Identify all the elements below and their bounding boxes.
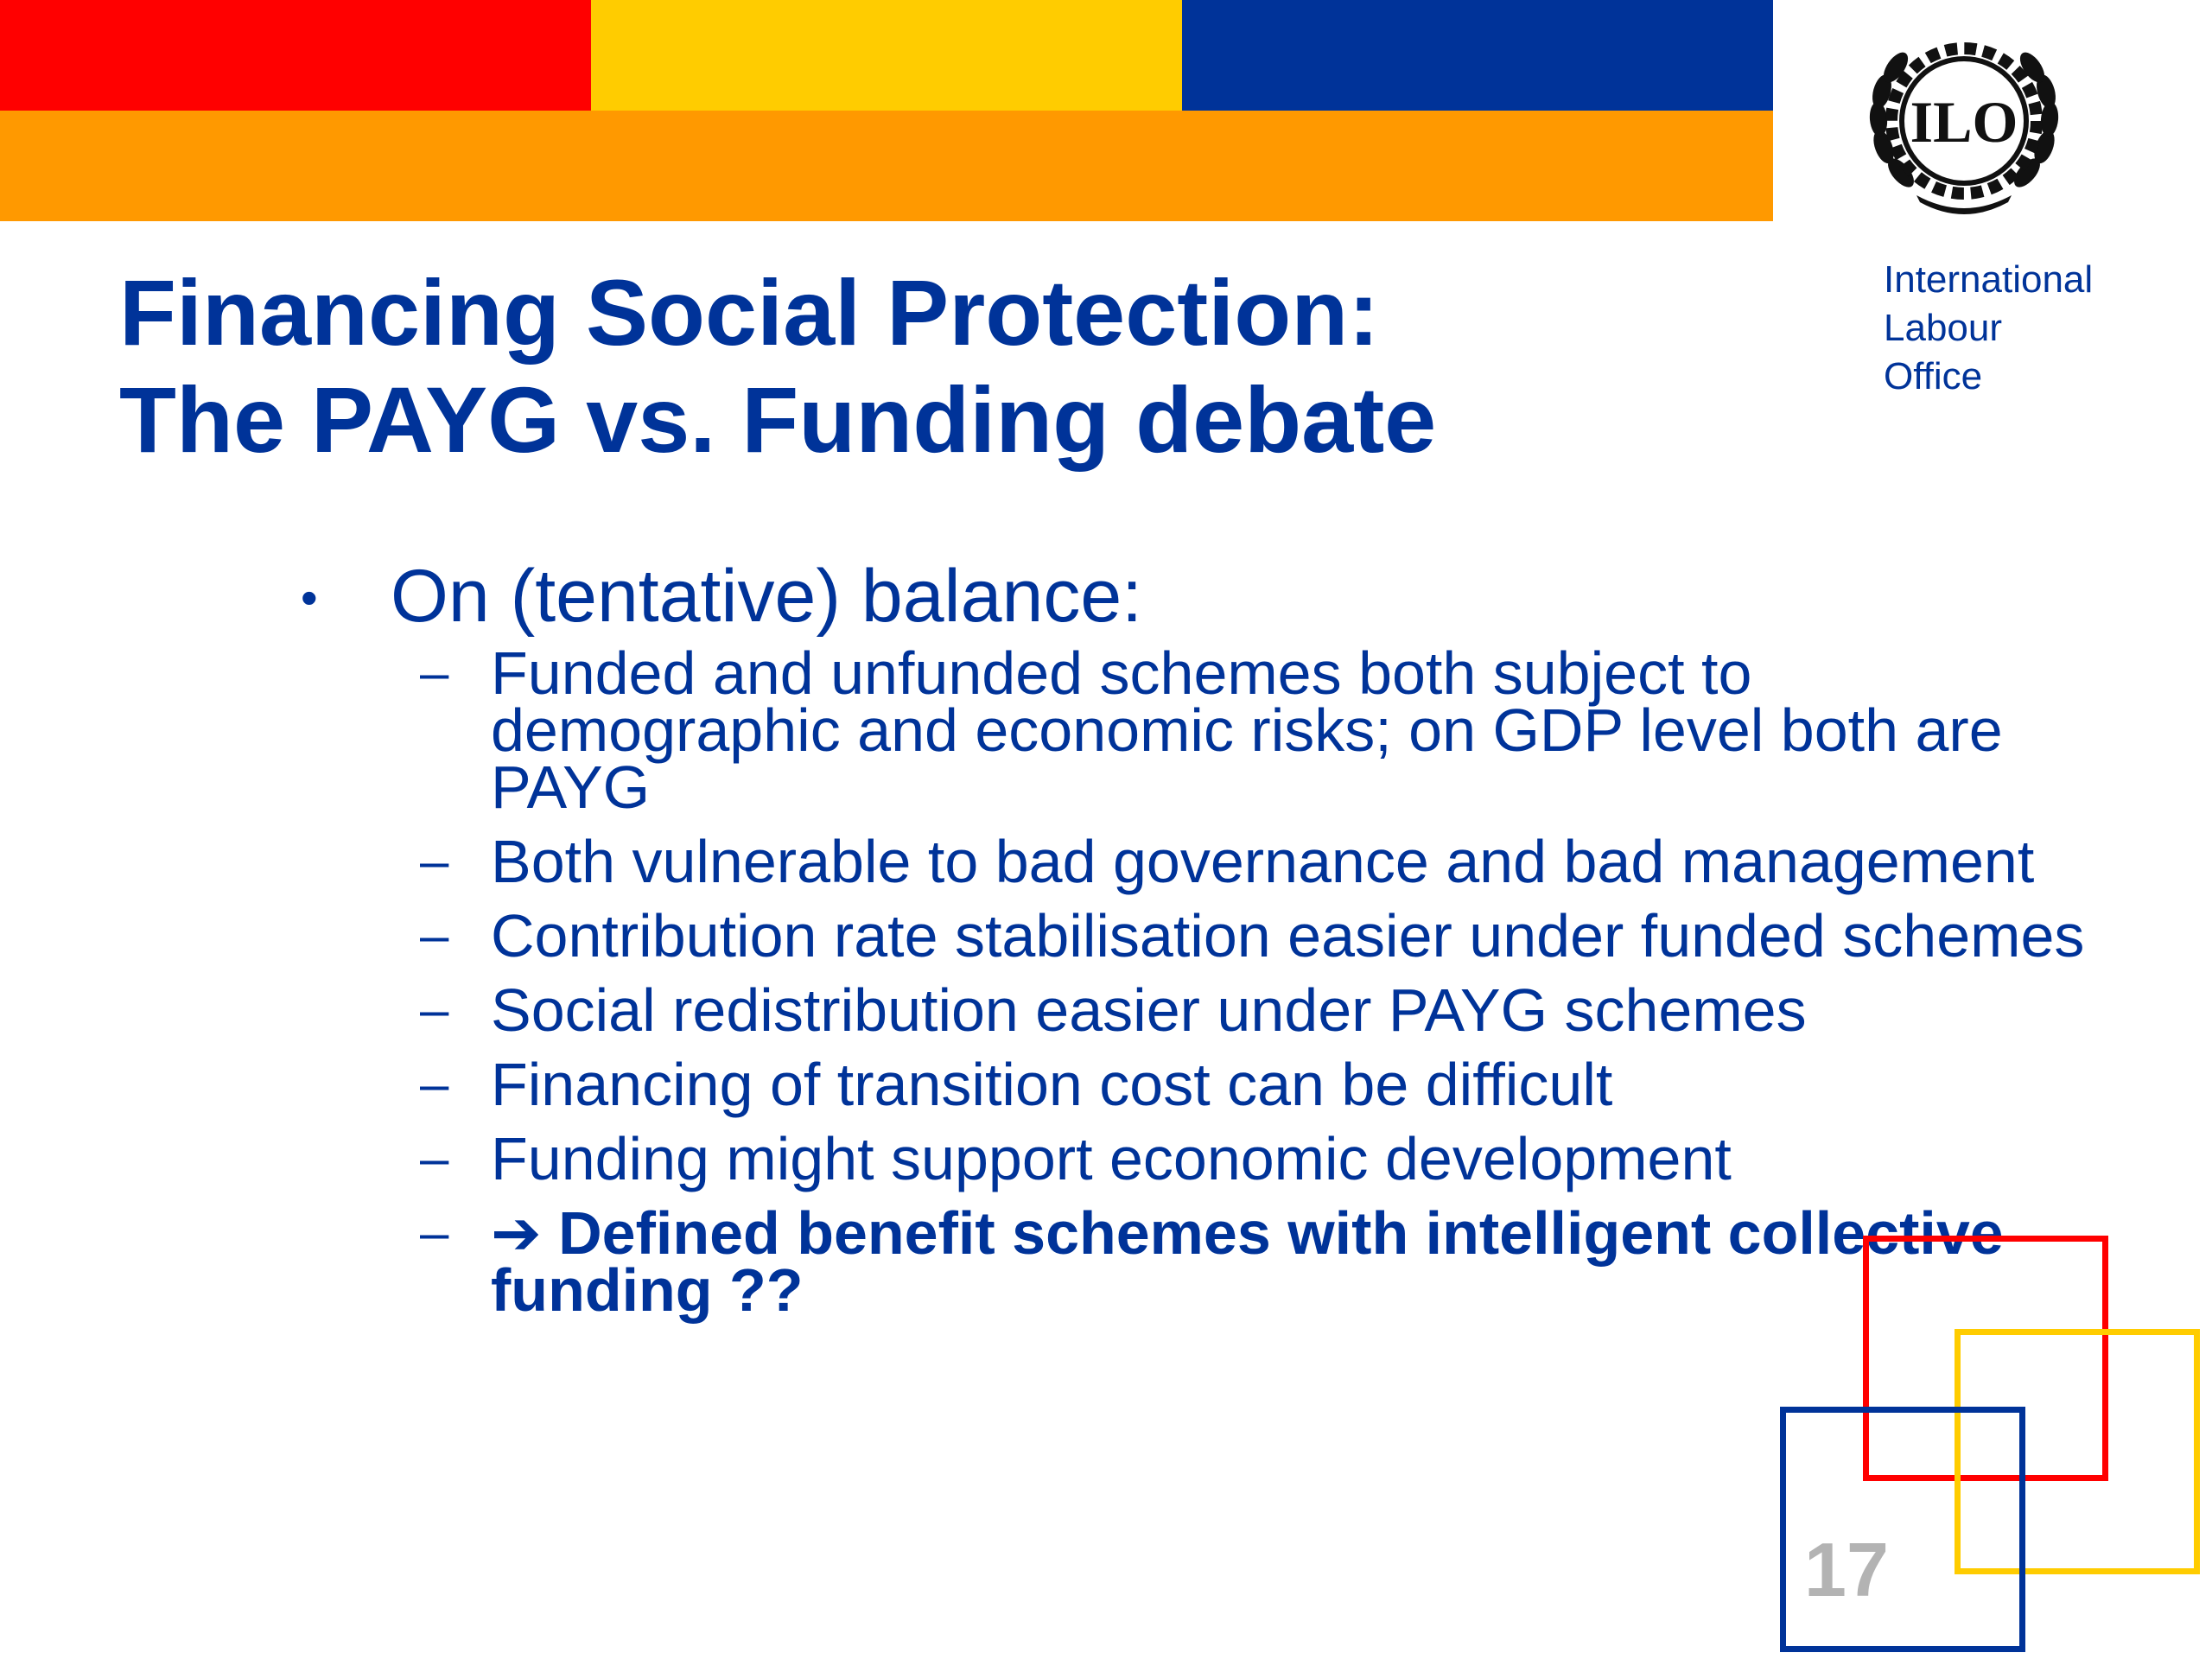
title-line-1: Financing Social Protection: (119, 260, 1380, 365)
dash-marker: – (420, 832, 449, 890)
sub-bullet-text: Funded and unfunded schemes both subject to demographic and economic risks; on GDP level both are PAYG (491, 639, 2003, 821)
organization-name (1884, 256, 2093, 401)
header-band-orange (0, 111, 1773, 221)
svg-text:ILO: ILO (1910, 89, 2018, 155)
sub-bullet-text: Funding might support economic development (491, 1125, 1732, 1192)
sub-bullet-text: ➔ Defined benefit schemes with intelligent collective funding ?? (491, 1199, 2004, 1324)
ilo-emblem-icon (1856, 26, 2072, 225)
bullet-marker: • (301, 570, 318, 625)
sub-bullet-text: Both vulnerable to bad governance and bad management (491, 828, 2035, 895)
sub-bullet-item (420, 639, 2113, 821)
sub-bullet-item (420, 828, 2113, 895)
sub-bullet-item (420, 902, 2113, 969)
org-name-line-1: International (1884, 258, 2094, 301)
dash-marker: – (420, 644, 449, 702)
org-name-line-3: Office (1884, 355, 1983, 397)
org-name-line-2: Labour (1884, 307, 2003, 349)
dash-marker: – (420, 1129, 449, 1187)
main-bullet-text: On (tentative) balance: (391, 555, 1143, 638)
sub-bullet-item (420, 976, 2113, 1044)
dash-marker: – (420, 981, 449, 1039)
sub-bullet-list (420, 639, 2113, 1336)
sub-bullet-item (420, 1051, 2113, 1118)
sub-bullet-item-conclusion (420, 1199, 2113, 1324)
sub-bullet-item (420, 1125, 2113, 1192)
header-band-blue (1182, 0, 1773, 111)
dash-marker: – (420, 1055, 449, 1113)
header-band-yellow (591, 0, 1182, 111)
title-line-2: The PAYG vs. Funding debate (119, 367, 1437, 472)
header-band-red (0, 0, 591, 111)
sub-bullet-text: Contribution rate stabilisation easier under funded schemes (491, 902, 2085, 969)
dash-marker: – (420, 906, 449, 964)
slide-title (119, 259, 1436, 474)
sub-bullet-text: Financing of transition cost can be difficult (491, 1051, 1613, 1118)
sub-bullet-text: Social redistribution easier under PAYG schemes (491, 976, 1807, 1044)
dash-marker: – (420, 1204, 449, 1262)
page-number: 17 (1804, 1527, 1889, 1612)
